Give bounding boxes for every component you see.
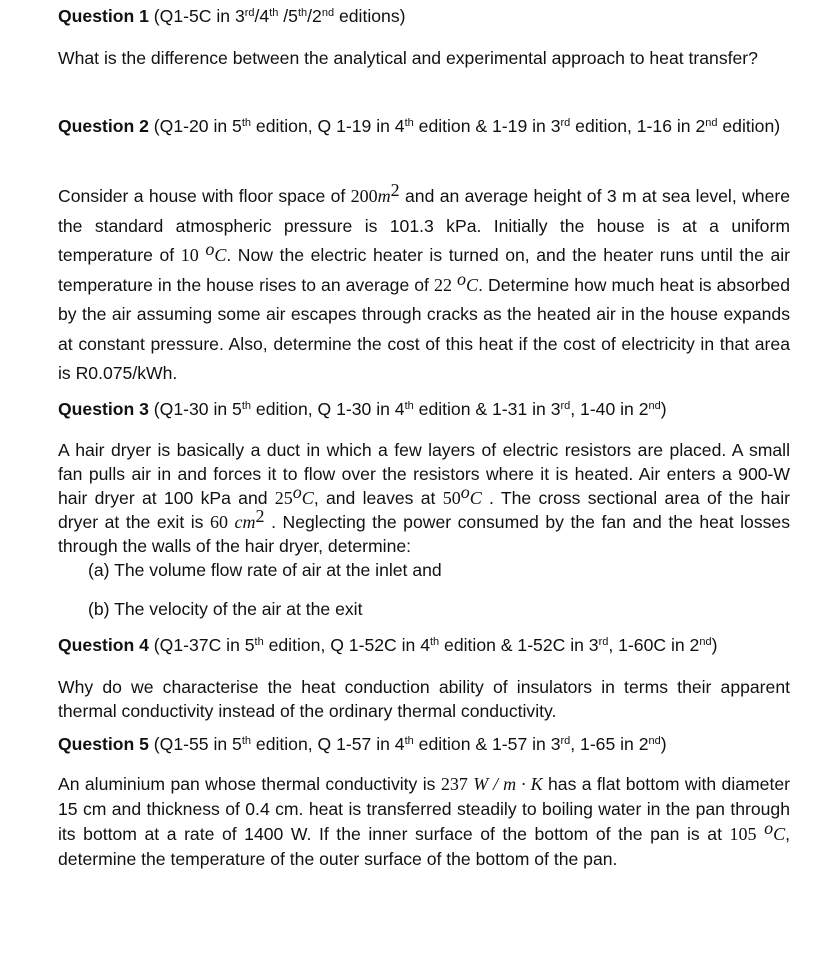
question-1-label: Question 1	[58, 6, 149, 26]
question-3-item-b: (b) The velocity of the air at the exit	[88, 599, 363, 619]
question-2-label: Question 2	[58, 116, 149, 136]
question-4-label: Question 4	[58, 635, 149, 655]
question-3-text: A hair dryer is basically a duct in which a few layers of electric resistors are placed. A small fan pulls air in and forces it to flow over the resistors where it is heated. Air enters a 900-W hair dryer at 100 kPa and 25$^o$C, and leaves at 50$^o$C . The cross sectional area of the hair dryer at the exit is 60 $cm^2$ . Neglecting the power consumed by the fan and the heat losses through the walls of the hair dryer, determine:	[58, 440, 790, 556]
question-1	[58, 4, 790, 28]
question-3-item-a: (a) The volume flow rate of air at the inlet and	[88, 560, 442, 580]
question-2-text: Consider a house with floor space of $200m^2$ and an average height of 3 m at sea level, where the standard atmospheric pressure is 101.3 kPa. Initially the house is at a uniform temperature of 10 $^o$C. Now the electric heater is turned on, and the heater runs until the air temperature in the house rises to an average of 22 $^o$C. Determine how much heat is absorbed by the air assuming some air escapes through cracks as the heated air in the house expands at constant pressure. Also, determine the cost of this heat if the cost of electricity in that area is R0.075/kWh.	[58, 180, 790, 383]
question-5-text: An aluminium pan whose thermal conductivity is 237 W / m · K has a flat bottom with diameter 15 cm and thickness of 0.4 cm. heat is transferred steadily to boiling water in the pan through its bottom at a rate of 1400 W. If the inner surface of the bottom of the pan is at 105 $^o$C, determine the temperature of the outer surface of the bottom of the pan.	[58, 774, 791, 869]
question-4-heading: Question 4 (Q1-37C in 5th edition, Q 1-52C in 4th edition & 1-52C in 3rd, 1-60C in 2nd)	[58, 635, 718, 655]
question-2-heading: Question 2 (Q1-20 in 5th edition, Q 1-19 in 4th edition & 1-19 in 3rd edition, 1-16 in 2nd edition)	[58, 116, 781, 136]
question-4-text: Why do we characterise the heat conduction ability of insulators in terms their apparent thermal conductivity instead of the ordinary thermal conductivity.	[58, 677, 790, 721]
question-1-heading: Question 1 (Q1-5C in 3rd/4th /5th/2nd editions)	[58, 6, 406, 26]
question-3-label: Question 3	[58, 399, 149, 419]
question-5-heading: Question 5 (Q1-55 in 5th edition, Q 1-57 in 4th edition & 1-57 in 3rd, 1-65 in 2nd)	[58, 734, 667, 754]
question-3-heading: Question 3 (Q1-30 in 5th edition, Q 1-30 in 4th edition & 1-31 in 3rd, 1-40 in 2nd)	[58, 399, 667, 419]
question-1-text: What is the difference between the analytical and experimental approach to heat transfer?	[58, 48, 758, 68]
question-5-label: Question 5	[58, 734, 149, 754]
